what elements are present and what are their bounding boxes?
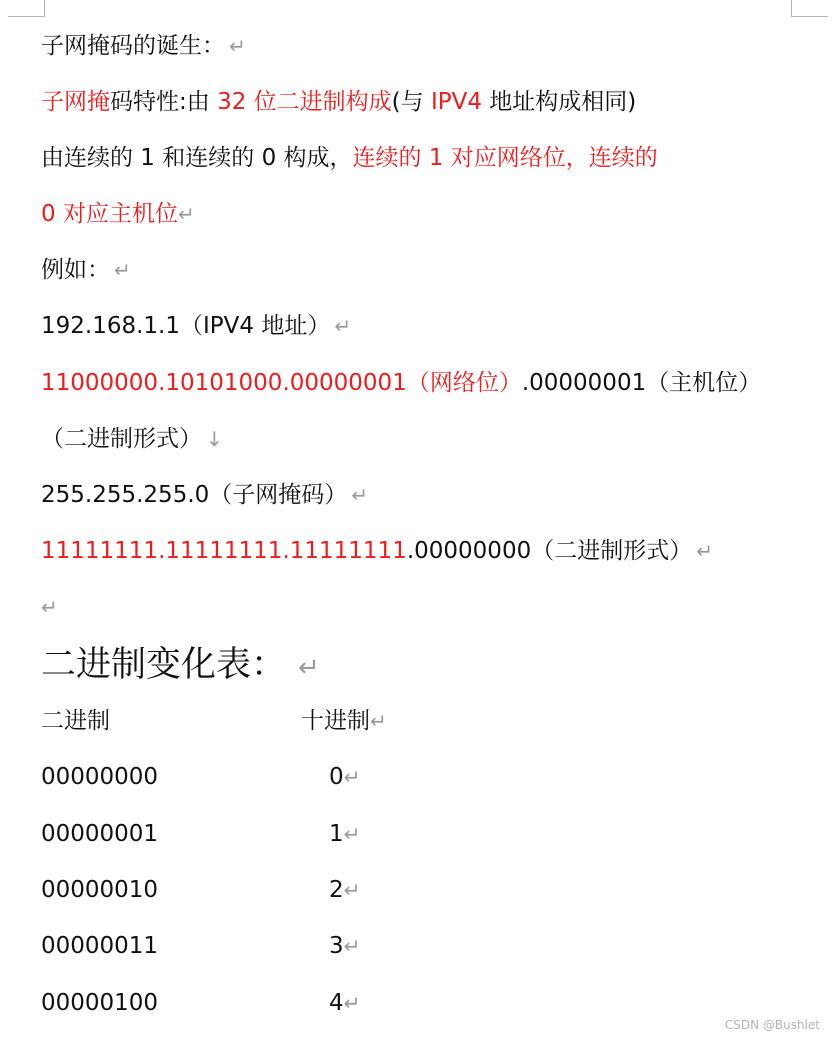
paragraph-ip-address [41, 310, 351, 342]
paragraph-mark-icon: ↵ [177, 202, 195, 226]
paragraph-example [41, 254, 131, 286]
text: .00000001（主机位） [521, 370, 762, 396]
paragraph-mark-icon: ↵ [343, 934, 361, 958]
highlight-text: 32 位二进制构成 [217, 89, 392, 115]
cell-text: 3 [329, 933, 344, 959]
text: 192.168.1.1（IPV4 地址） [41, 313, 331, 339]
cell-text: 2 [329, 877, 344, 903]
section-heading [41, 642, 320, 691]
paragraph-mark-icon: ↵ [343, 822, 361, 846]
table-header-decimal [301, 705, 387, 737]
table-cell-binary: 00000011 [41, 933, 159, 959]
paragraph-subnet-property [41, 86, 636, 118]
table-cell-decimal [329, 987, 360, 1019]
table-header-binary: 二进制 [41, 708, 110, 734]
text: 码特性:由 [110, 89, 210, 115]
paragraph-host-bits [41, 198, 195, 230]
paragraph-subnet-origin [41, 30, 246, 62]
paragraph-mark-icon: ↵ [41, 595, 58, 619]
text: 由连续的 1 和连续的 0 构成， [41, 145, 353, 171]
paragraph-mark-icon: ↵ [696, 539, 713, 563]
paragraph-mask-binary [41, 535, 713, 567]
paragraph-mark-icon: ↵ [343, 878, 361, 902]
paragraph-mark-icon: ↵ [334, 314, 352, 338]
paragraph-ip-binary [41, 367, 761, 399]
table-cell-decimal [329, 761, 360, 793]
highlight-text: 连续的 1 对应网络位，连续的 [352, 145, 658, 171]
paragraph-binary-form [41, 423, 223, 455]
text: 地址构成相同) [489, 89, 637, 115]
table-cell-decimal [329, 818, 360, 850]
text: 255.255.255.0（子网掩码） [41, 482, 348, 508]
watermark: CSDN @Bushlet [724, 1018, 820, 1032]
heading-text: 二进制变化表： [41, 645, 287, 685]
table-cell-binary: 00000100 [41, 990, 159, 1016]
empty-paragraph [41, 591, 58, 623]
paragraph-mark-icon: ↵ [298, 653, 320, 683]
header-text: 十进制 [301, 708, 370, 734]
text: 子网掩码的诞生： [41, 33, 225, 59]
table-cell-binary: 00000001 [41, 821, 159, 847]
table-cell-decimal [329, 930, 360, 962]
line-break-icon: ↓ [206, 427, 223, 451]
table-cell-decimal [329, 874, 360, 906]
paragraph-mark-icon: ↵ [229, 34, 246, 58]
paragraph-continuous-bits [41, 142, 658, 174]
paragraph-mark-icon: ↵ [114, 258, 131, 282]
cell-text: 0 [329, 764, 344, 790]
page-corner-mark-right [791, 0, 828, 17]
highlight-text: 11000000.10101000.00000001（网络位） [41, 370, 522, 396]
highlight-text: 0 对应主机位 [41, 201, 178, 227]
text: 例如： [41, 257, 110, 283]
paragraph-mark-icon: ↵ [370, 709, 387, 733]
cell-text: 4 [329, 990, 344, 1016]
page-corner-mark-left [8, 0, 45, 17]
highlight-text: 子网掩 [41, 89, 110, 115]
highlight-text: 11111111.11111111.11111111 [41, 538, 407, 564]
table-cell-binary: 00000000 [41, 764, 159, 790]
text: (与 [391, 89, 424, 115]
text: （二进制形式） [41, 426, 202, 452]
text: .00000000（二进制形式） [406, 538, 693, 564]
paragraph-mark-icon: ↵ [351, 483, 369, 507]
highlight-text: IPV4 [430, 89, 482, 115]
paragraph-mark-icon: ↵ [343, 991, 361, 1015]
cell-text: 1 [329, 821, 344, 847]
paragraph-mark-icon: ↵ [343, 765, 361, 789]
table-cell-binary: 00000010 [41, 877, 159, 903]
paragraph-mask-address [41, 479, 368, 511]
